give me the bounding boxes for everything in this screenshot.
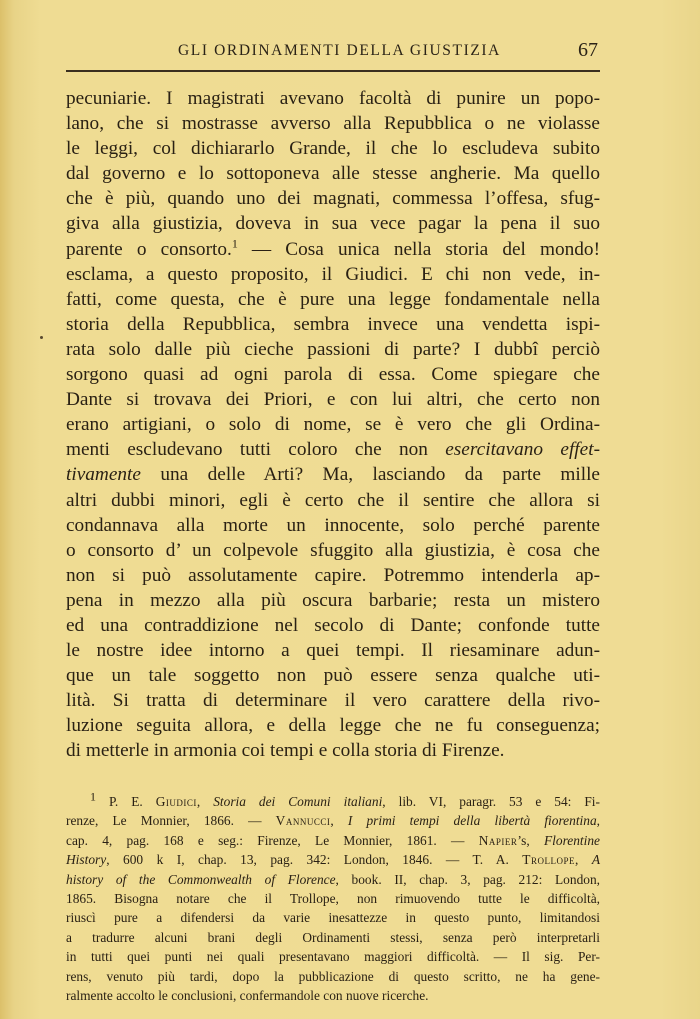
running-header	[66, 36, 600, 68]
text-line: erano artigiani, o solo di nome, se è vero che gli Ordina-	[66, 414, 600, 436]
work-title: Storia dei Comuni italiani	[213, 794, 383, 809]
author-name: Trollope	[522, 852, 575, 868]
footnote-line: 1865. Bisogna notare che il Trollope, non rimuovendo tutte le difficoltà,	[66, 891, 600, 907]
text-line: fatti, come questa, che è pure una legge fondamentale nella	[66, 288, 600, 310]
text-line: lità. Si tratta di determinare il vero carattere della rivo-	[66, 690, 600, 712]
text-line: dal governo e lo sottoponeva alle stesse angherie. Ma quello	[66, 163, 600, 185]
text-line: que un tale soggetto non può essere senza qualche uti-	[66, 665, 600, 687]
work-title: history of the Commonwealth of Florence	[66, 871, 336, 887]
author-name: Giudici	[155, 794, 197, 809]
text-line: pena in mezzo alla più oscura barbarie; resta un mistero	[66, 589, 600, 611]
footnote-line: a tradurre alcuni brani degli Ordinamenti stessi, senza però interpretarli	[66, 929, 600, 945]
text-line: giva alla giustizia, doveva in sua vece pagar la pena il suo	[66, 213, 600, 235]
work-title: I primi tempi della libertà fiorentina	[347, 813, 597, 829]
text-line: condannava alla morte un innocente, solo perché parente	[66, 514, 600, 536]
running-title: GLI ORDINAMENTI DELLA GIUSTIZIA	[178, 42, 501, 59]
text-line: rata solo dalle più cieche passioni di parte? I dubbî perciò	[66, 338, 600, 360]
text-line: storia della Repubblica, sembra invece una vendetta ispi-	[66, 313, 600, 335]
footnote-line: rens, venuto più tardi, dopo la pubblicazione di questo scritto, ne ha gene-	[66, 968, 600, 984]
text-line: di metterle in armonia coi tempi e colla storia di Firenze.	[66, 740, 505, 762]
footnote-number: 1	[90, 789, 96, 804]
footnote-line: 1 P. E. Giudici, Storia dei Comuni italiani, lib. VI, paragr. 53 e 54: Fi-	[90, 789, 600, 809]
work-title: History	[66, 852, 107, 868]
footnote-line: renze, Le Monnier, 1866. — Vannucci, I primi tempi della libertà fiorentina,	[66, 813, 601, 829]
text-line: lano, che si mostrasse avverso alla Repubblica o ne violasse	[66, 113, 600, 135]
footnote-line: riuscì pure a difendersi da varie inesattezze in questo punto, limitandosi	[66, 910, 600, 926]
italic-text: tivamente	[66, 464, 141, 486]
text-line: parente o consorto.$^1$ — Cosa unica nella storia del mondo!	[66, 236, 600, 260]
header-rule	[66, 70, 600, 72]
footnote-line: History, 600 k I, chap. 13, pag. 342: London, 1846. — T. A. Trollope, A	[66, 852, 600, 868]
text-line: altri dubbi minori, egli è certo che il sentire che allora si	[66, 489, 600, 511]
work-title: Florentine	[543, 832, 600, 848]
text-line: Dante si trovava dei Priori, e con lui altri, che certo non	[66, 389, 600, 411]
work-title: A	[591, 852, 600, 868]
footnote-marker: 1	[231, 236, 238, 251]
footnote-line: history of the Commonwealth of Florence, book. II, chap. 3, pag. 212: London,	[66, 871, 600, 887]
text-line: tivamente una delle Arti? Ma, lasciando da parte mille	[66, 464, 600, 486]
text-line: sorgono quasi ad ogni parola di essa. Come spiegare che	[66, 364, 600, 386]
text-line: luzione seguita allora, e della legge che ne fu conseguenza;	[66, 715, 600, 737]
text-line: le nostre idee intorno a quei tempi. Il riesaminare adun-	[66, 640, 600, 662]
footnote-line: ralmente accolto le conclusioni, confermandole con nuove ricerche.	[66, 988, 429, 1004]
text-line: non si può assolutamente capire. Potremmo intenderla ap-	[66, 564, 600, 586]
body-text	[66, 86, 600, 764]
author-name: Napier	[478, 832, 518, 848]
author-name: Vannucci	[275, 813, 331, 829]
text-line: le leggi, col dichiararlo Grande, il che lo escludeva subito	[66, 138, 600, 160]
page-number: 67	[578, 39, 598, 61]
footnote-line: in tutti quei punti nei quali presentavano maggiori difficoltà. — Il sig. Per-	[66, 949, 600, 965]
text-line: o consorto d’ un colpevole sfuggito alla giustizia, è cosa che	[66, 539, 600, 561]
footnote	[66, 789, 601, 1005]
text-line: menti escludevano tutti coloro che non esercitavano effet-	[66, 439, 600, 461]
footnote-line: cap. 4, pag. 168 e seg.: Firenze, Le Monnier, 1861. — Napier’s, Florentine	[66, 832, 600, 848]
margin-dot	[40, 336, 43, 339]
text-line: che è più, quando uno dei magnati, commessa l’offesa, sfug-	[66, 188, 600, 210]
text-line: ed una contraddizione nel secolo di Dante; confonde tutte	[66, 614, 600, 636]
italic-text: esercitavano effet-	[445, 439, 600, 461]
text-line: pecuniarie. I magistrati avevano facoltà di punire un popo-	[66, 88, 600, 109]
text-line: esclama, a questo proposito, il Giudici. E chi non vede, in-	[66, 263, 600, 285]
